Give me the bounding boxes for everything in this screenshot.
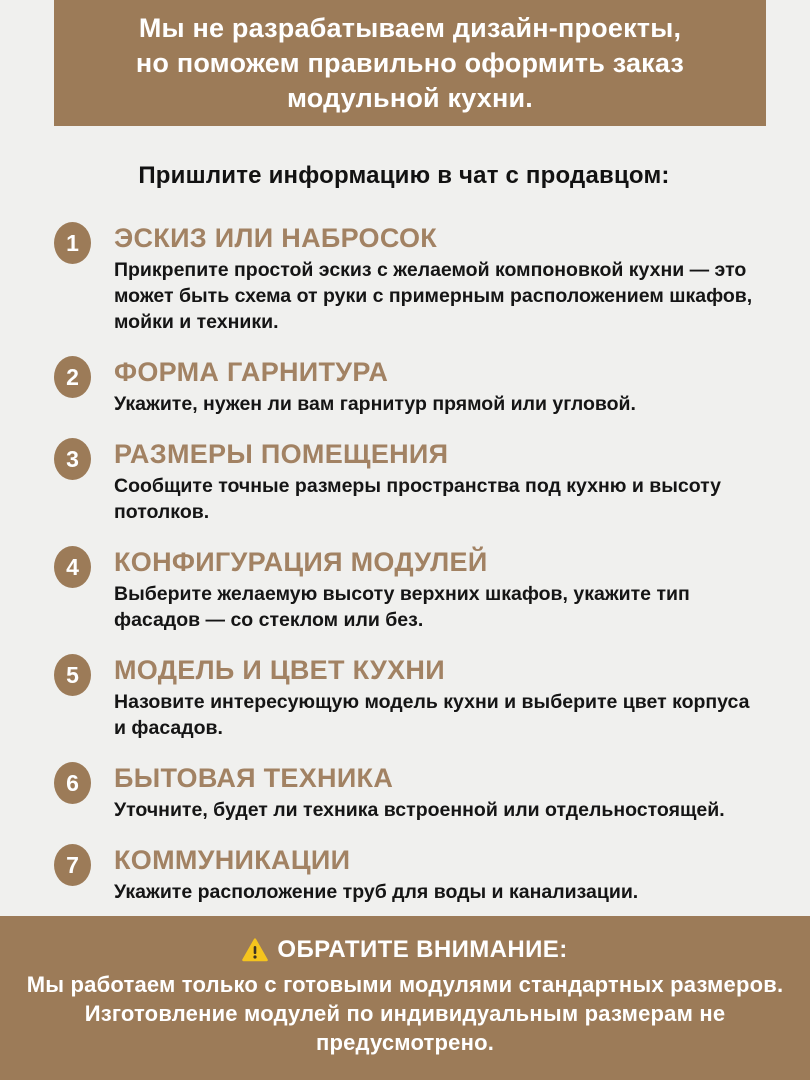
top-banner-line-3: модульной кухни.: [286, 82, 533, 113]
notice-heading-row: [242, 936, 567, 964]
notice-banner: [0, 916, 810, 1080]
step-number-badge: 5: [54, 654, 91, 696]
step-model-and-color: [54, 654, 776, 741]
step-sketch: [54, 222, 776, 335]
notice-line-3: предусмотрено.: [315, 1030, 495, 1055]
step-description: Уточните, будет ли техника встроенной или отдельностоящей.: [114, 799, 725, 821]
step-description: Сообщите точные размеры пространства под кухню и высоту потолков.: [114, 475, 722, 523]
step-appliances: [54, 762, 776, 823]
step-layout-shape: [54, 356, 776, 417]
step-number-badge: 2: [54, 356, 91, 398]
top-banner: [54, 0, 766, 126]
top-banner-line-2: но поможем правильно оформить заказ: [135, 47, 685, 78]
step-number-badge: 4: [54, 546, 91, 588]
step-title: РАЗМЕРЫ ПОМЕЩЕНИЯ: [114, 439, 449, 469]
step-title: КОММУНИКАЦИИ: [114, 845, 351, 875]
step-number-badge: 1: [54, 222, 91, 264]
step-title: КОНФИГУРАЦИЯ МОДУЛЕЙ: [114, 547, 488, 577]
steps-list: [54, 222, 776, 905]
step-title: ФОРМА ГАРНИТУРА: [114, 357, 389, 387]
step-text: [114, 438, 774, 525]
notice-line-2: Изготовление модулей по индивидуальным размерам не: [84, 1001, 726, 1026]
step-text: [114, 222, 774, 335]
step-text: [114, 546, 774, 633]
step-text: [114, 844, 774, 905]
notice-heading: ОБРАТИТЕ ВНИМАНИЕ:: [277, 936, 568, 963]
step-description: Прикрепите простой эскиз с желаемой компоновкой кухни — это может быть схема от руки с примерным расположением шкафов, мойки и техники.: [114, 259, 753, 333]
step-number-badge: 3: [54, 438, 91, 480]
step-utilities: [54, 844, 776, 905]
step-description: Укажите, нужен ли вам гарнитур прямой или угловой.: [114, 393, 636, 415]
step-description: Назовите интересующую модель кухни и выберите цвет корпуса и фасадов.: [114, 691, 750, 739]
step-text: [114, 654, 774, 741]
step-title: МОДЕЛЬ И ЦВЕТ КУХНИ: [114, 655, 445, 685]
step-description: Укажите расположение труб для воды и канализации.: [114, 881, 639, 903]
top-banner-line-1: Мы не разрабатываем дизайн-проекты,: [138, 12, 682, 43]
step-module-configuration: [54, 546, 776, 633]
step-number-badge: 7: [54, 844, 91, 886]
notice-line-1: Мы работаем только с готовыми модулями стандартных размеров.: [26, 972, 784, 997]
step-number-badge: 6: [54, 762, 91, 804]
intro-heading: Пришлите информацию в чат с продавцом:: [138, 162, 670, 189]
step-text: [114, 356, 774, 417]
step-room-dimensions: [54, 438, 776, 525]
step-description: Выберите желаемую высоту верхних шкафов, укажите тип фасадов — со стеклом или без.: [114, 583, 690, 631]
step-text: [114, 762, 774, 823]
step-title: ЭСКИЗ ИЛИ НАБРОСОК: [114, 223, 438, 253]
warning-triangle-icon: [242, 938, 268, 962]
step-title: БЫТОВАЯ ТЕХНИКА: [114, 763, 394, 793]
